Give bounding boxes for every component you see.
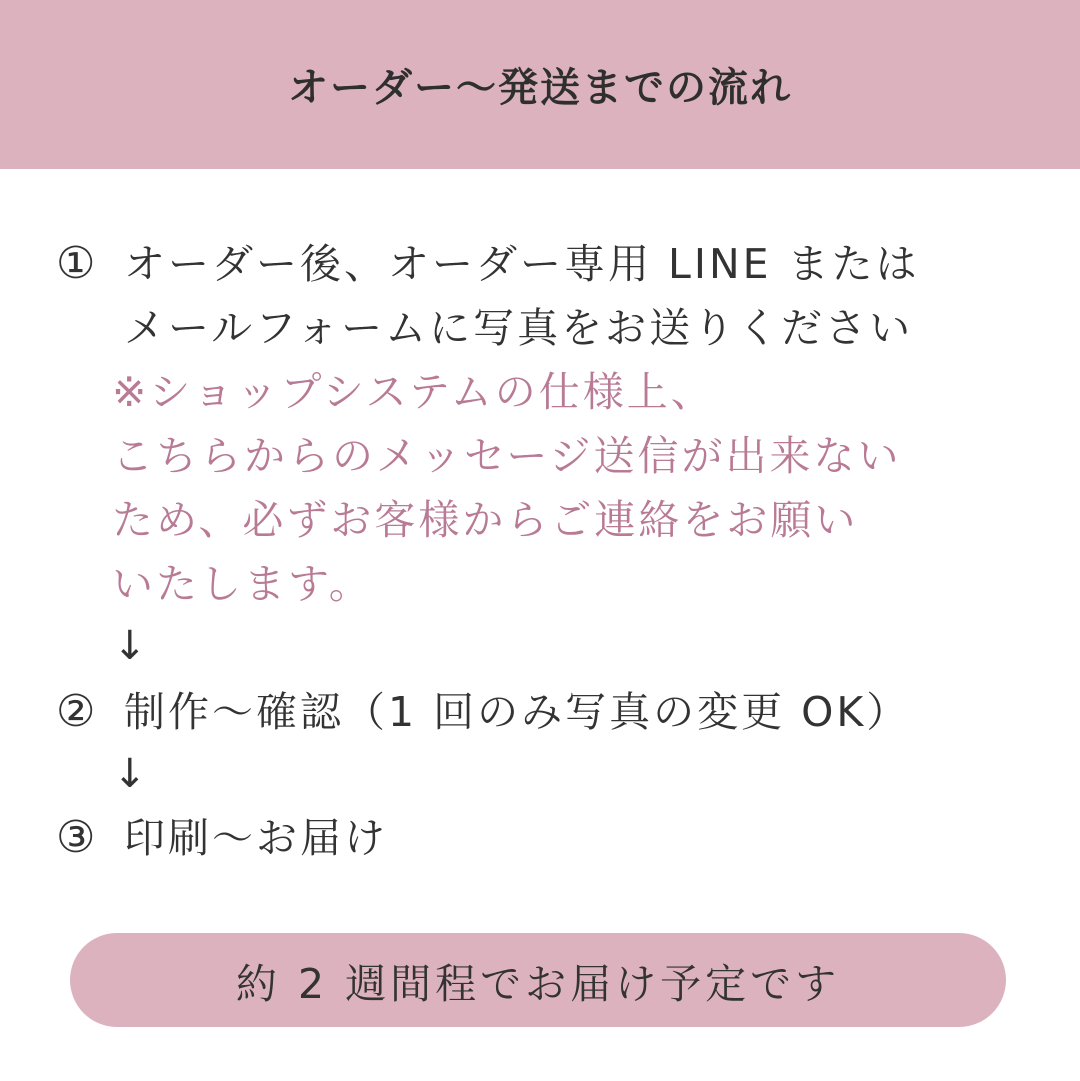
step-1-line-1: オーダー後、オーダー専用 LINE または [124, 240, 920, 288]
step-1-number: ① [56, 238, 96, 289]
step-3-number: ③ [56, 812, 96, 863]
flow-arrow-down-icon: ↓ [113, 623, 147, 669]
delivery-estimate-text: 約 2 週間程でお届け予定です [235, 959, 841, 1008]
step-3-line-1: 印刷〜お届け [124, 814, 388, 862]
step-1-note-line-2: こちらからのメッセージ送信が出来ない [112, 432, 902, 480]
flow-arrow-down-icon: ↓ [113, 751, 147, 797]
step-2-number: ② [56, 686, 96, 737]
step-1-note-line-4: いたします。 [112, 560, 373, 608]
step-1-line-2: メールフォームに写真をお送りください [124, 304, 914, 352]
delivery-estimate-badge [70, 933, 1006, 1027]
step-1-note-line-1: ※ショップシステムの仕様上、 [112, 368, 715, 416]
step-2-line-1: 制作〜確認（1 回のみ写真の変更 OK） [124, 688, 911, 736]
step-1-note-line-3: ため、必ずお客様からご連絡をお願い [112, 496, 859, 544]
page-title: オーダー〜発送までの流れ [288, 65, 792, 111]
